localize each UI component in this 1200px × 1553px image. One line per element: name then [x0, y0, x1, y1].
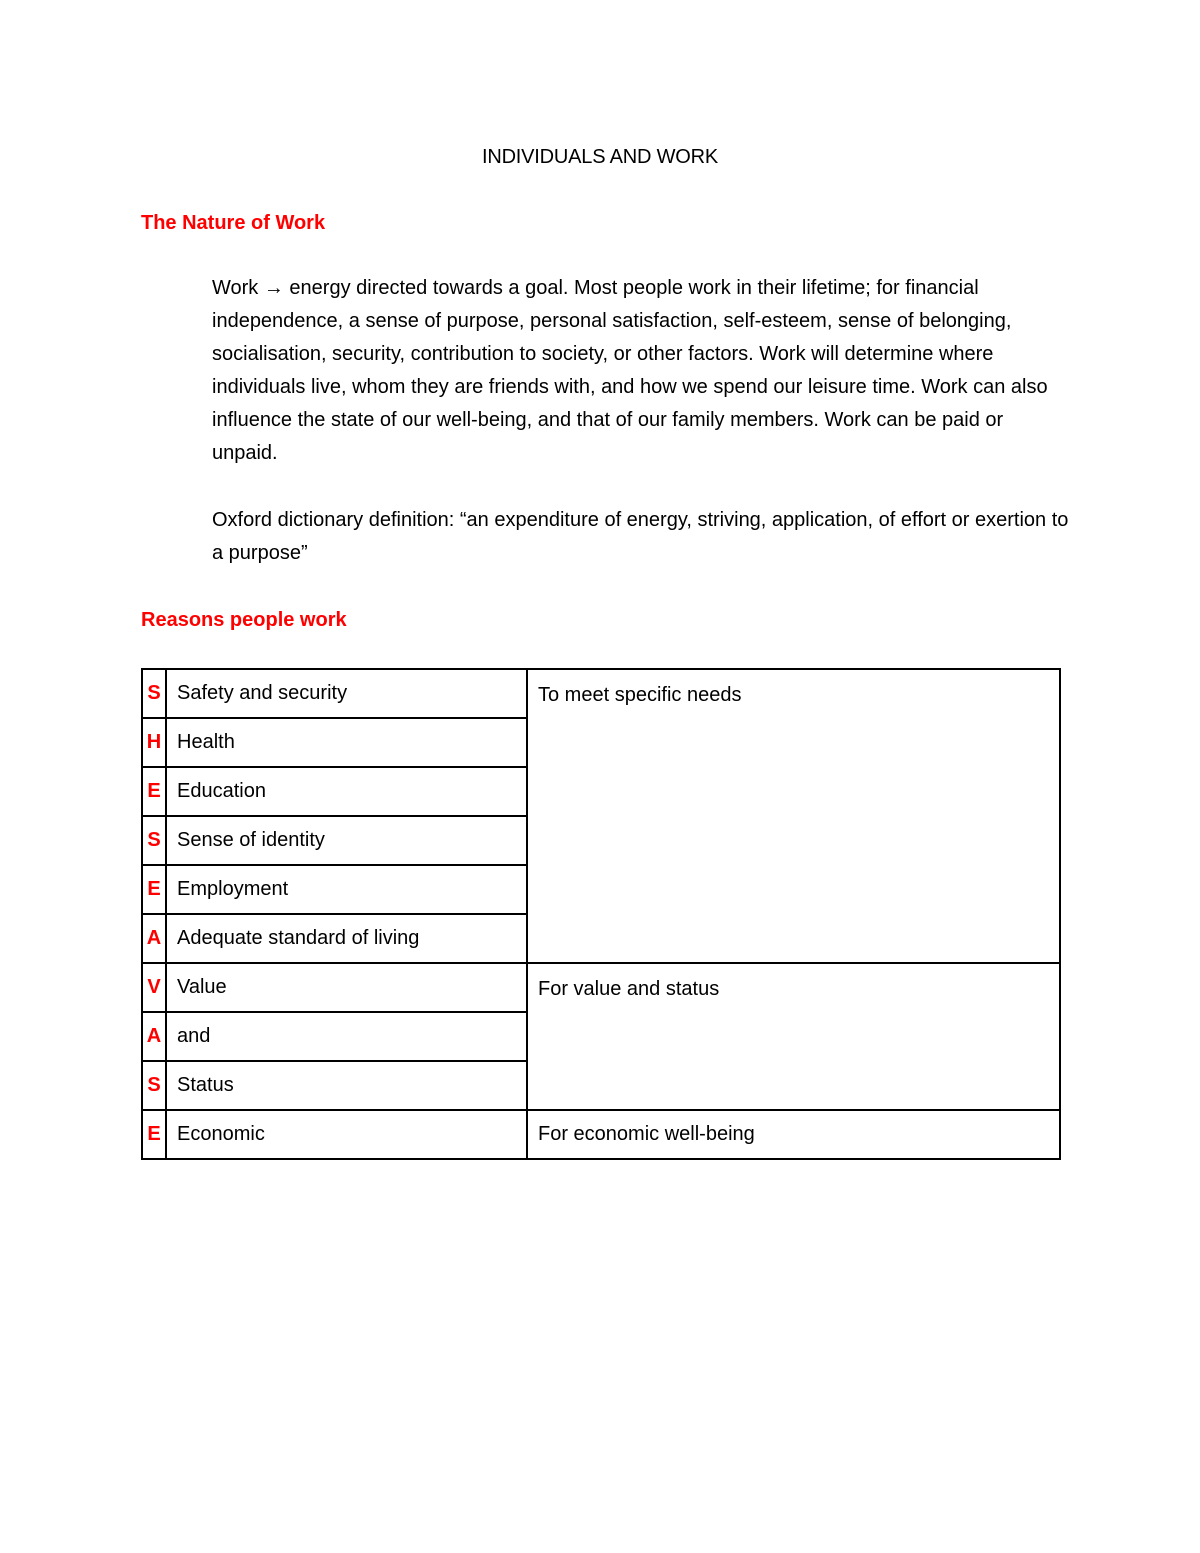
reason-cell: Sense of identity — [166, 816, 527, 865]
reason-cell: Safety and security — [166, 669, 527, 718]
reason-cell: Status — [166, 1061, 527, 1110]
table-row — [142, 669, 1060, 718]
reason-cell: Employment — [166, 865, 527, 914]
acronym-letter-cell: E — [142, 1110, 166, 1159]
acronym-letter-cell: H — [142, 718, 166, 767]
acronym-letter-cell: A — [142, 1012, 166, 1061]
acronym-letter-cell: V — [142, 963, 166, 1012]
reason-cell: Education — [166, 767, 527, 816]
oxford-definition-paragraph: Oxford dictionary definition: “an expenditure of energy, striving, application, of effort or exertion to a purpose” — [212, 509, 1069, 564]
acronym-letter-cell: S — [142, 816, 166, 865]
acronym-letter-cell: A — [142, 914, 166, 963]
reasons-table — [141, 668, 1061, 1160]
work-definition-paragraph: Work → energy directed towards a goal. Most people work in their lifetime; for financial independence, a sense of purpose, personal satisfaction, self-esteem, sense of belonging, socialisation, security, contribution to society, or other factors. Work will determine where individuals live, whom they are friends with, and how we spend our leisure time. Work can also influence the state of our well-being, and that of our family members. Work can be paid or unpaid. — [212, 277, 1048, 464]
reason-cell: and — [166, 1012, 527, 1061]
reason-cell: Economic — [166, 1110, 527, 1159]
reason-cell: Health — [166, 718, 527, 767]
acronym-letter-cell: E — [142, 865, 166, 914]
acronym-letter-cell: E — [142, 767, 166, 816]
reason-group-cell: For economic well-being — [527, 1110, 1060, 1159]
section-heading-reasons-people-work: Reasons people work — [141, 609, 347, 631]
table-row — [142, 963, 1060, 1012]
table-row — [142, 1110, 1060, 1159]
document-title: INDIVIDUALS AND WORK — [481, 146, 719, 168]
reason-group-cell: For value and status — [527, 963, 1060, 1110]
reason-cell: Value — [166, 963, 527, 1012]
acronym-letter-cell: S — [142, 669, 166, 718]
section-heading-nature-of-work: The Nature of Work — [141, 212, 326, 234]
reason-group-cell: To meet specific needs — [527, 669, 1060, 963]
reason-cell: Adequate standard of living — [166, 914, 527, 963]
acronym-letter-cell: S — [142, 1061, 166, 1110]
